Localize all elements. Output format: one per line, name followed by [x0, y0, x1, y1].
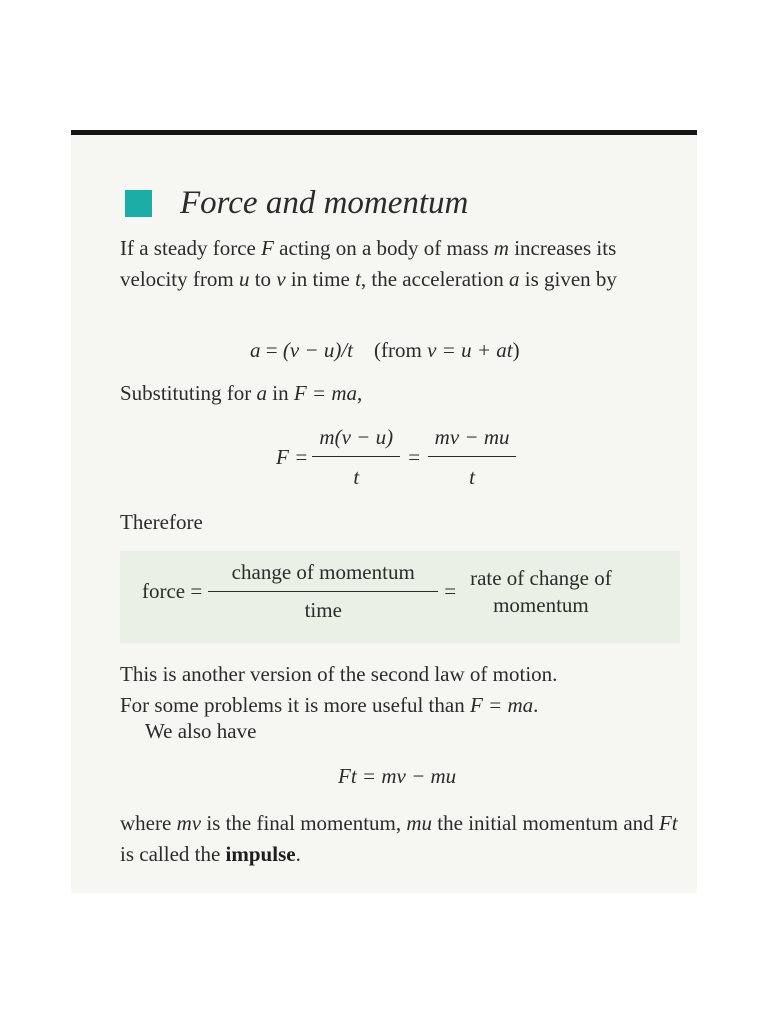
impulse-term: impulse	[225, 842, 296, 866]
momentum-equation: force = $\frac{\text{change of momentum}}{\text{time}}$ = rate of change of momentum	[142, 560, 612, 622]
force-fraction-equation: F = $\frac{m(v - u)}{t}$ = $\frac{mv - mu}{t}$	[276, 425, 516, 490]
intro-paragraph: If a steady force F acting on a body of mass m increases its velocity from u to v in time t, the acceleration a is given by	[120, 236, 617, 291]
therefore-line: Therefore	[120, 510, 203, 534]
fraction-1: $\frac{m(v - u)}{t}$	[312, 425, 400, 490]
acceleration-equation: a = (v − u)/t (from v = u + at)	[250, 338, 520, 362]
fraction-2: $\frac{mv - mu}{t}$	[428, 425, 516, 490]
section-title: Force and momentum	[180, 184, 469, 221]
momentum-fraction: $\frac{\text{change of momentum}}{\text{time}}$	[208, 560, 438, 623]
impulse-paragraph: where mv is the final momentum, mu the initial momentum and Ft is called the impulse.	[120, 811, 678, 866]
teal-square-icon	[125, 190, 152, 217]
section-heading	[125, 183, 468, 223]
impulse-equation: Ft = mv − mu	[338, 764, 457, 788]
substituting-line: Substituting for a in F = ma,	[120, 381, 363, 405]
rate-of-change-text: rate of change of momentum	[470, 565, 612, 617]
second-law-paragraph: This is another version of the second law of motion. For some problems it is more useful than F = ma.	[120, 662, 558, 717]
also-have-line: We also have	[145, 719, 257, 743]
